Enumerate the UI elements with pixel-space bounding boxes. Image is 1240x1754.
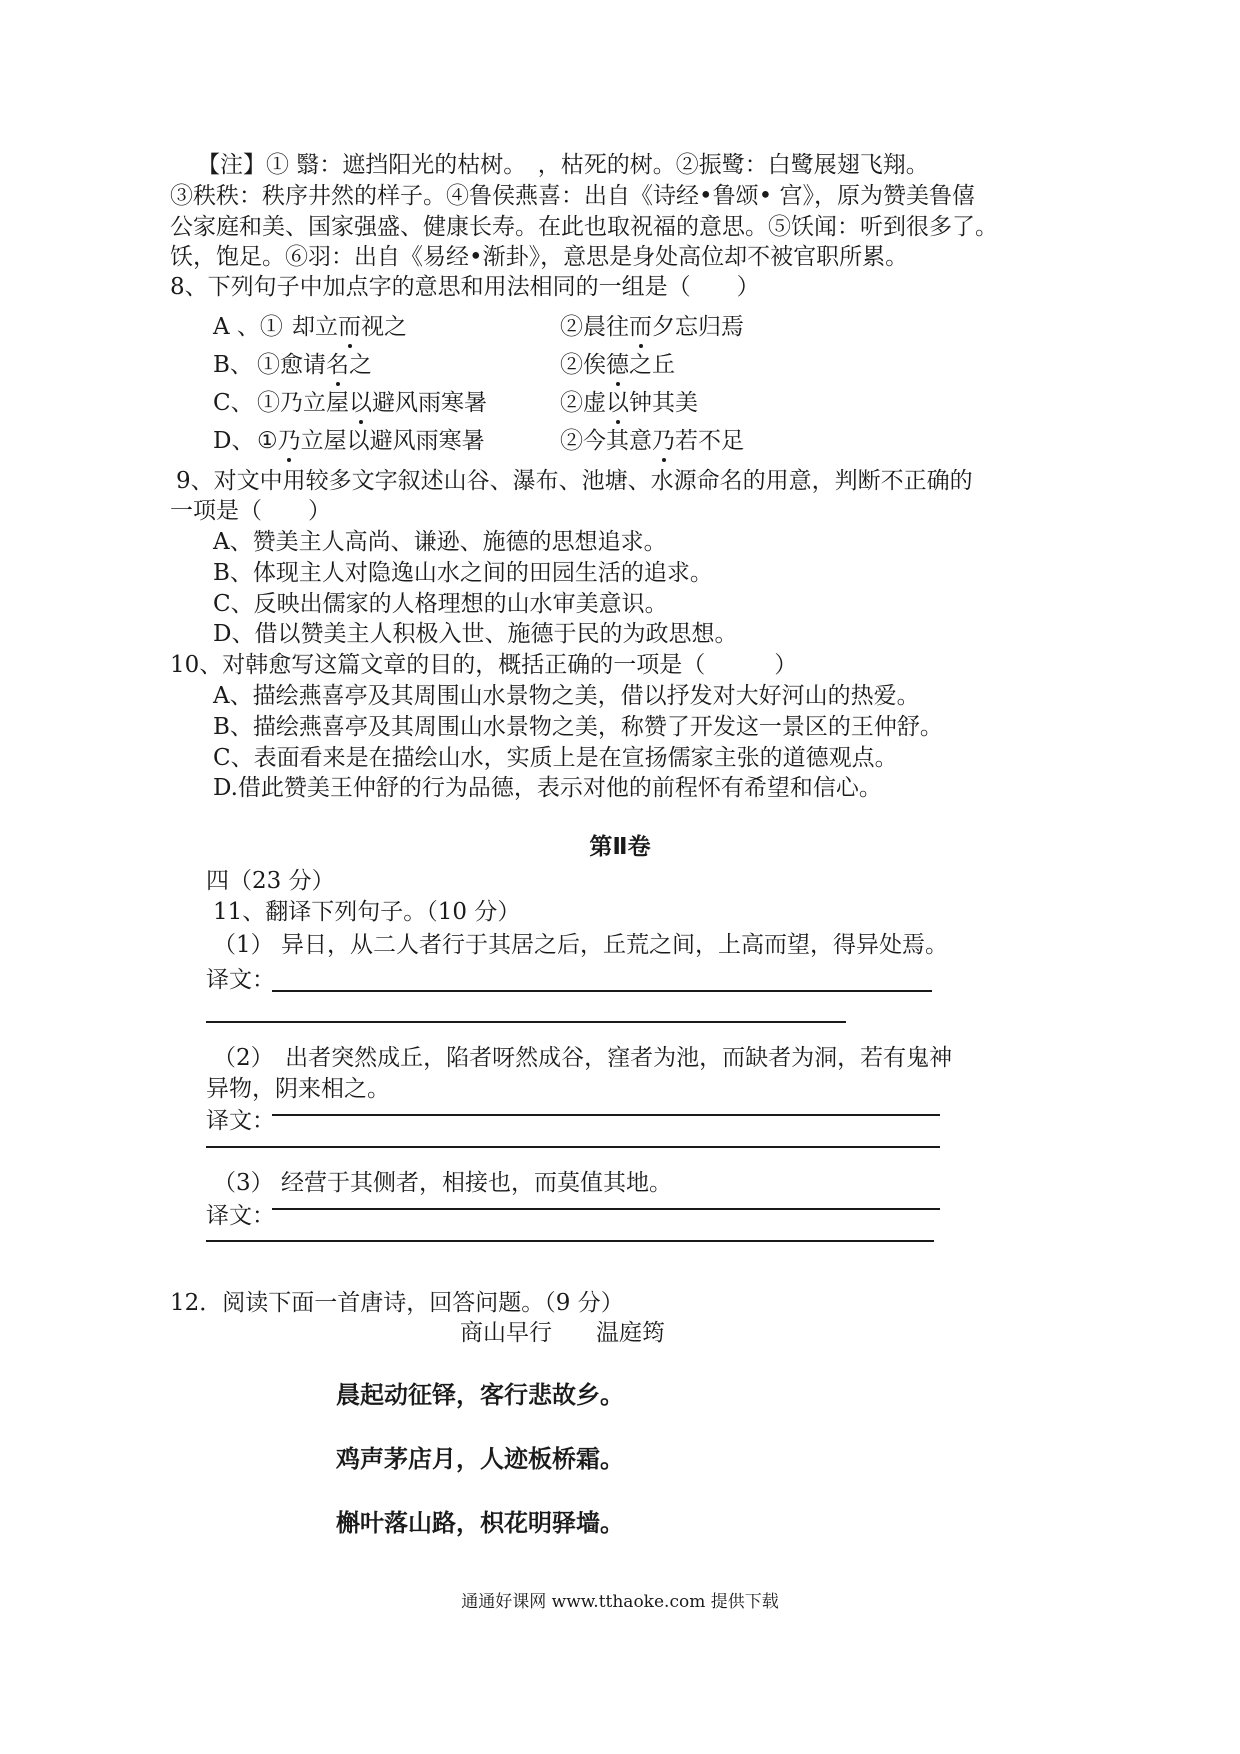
translation-label: 译文： — [206, 1203, 275, 1229]
answer-line[interactable] — [272, 1208, 940, 1210]
q8-option-c-label: C、 — [213, 390, 254, 416]
q11-sentence-1: （1） 异日，从二人者行于其居之后，丘荒之间，上高而望，得异处焉。 — [213, 932, 948, 958]
q8-option-d-sentence-1: ①乃立屋以避风雨寒暑 — [257, 428, 485, 454]
emphasis-dot-char: 而 — [338, 314, 361, 340]
emphasis-dot-char: 以 — [349, 390, 372, 416]
q8-option-d-label: D、 — [213, 428, 255, 454]
q11-stem: 11、翻译下列句子。（10 分） — [213, 899, 521, 925]
q10-option-d: D.借此赞美王仲舒的行为品德，表示对他的前程怀有希望和信心。 — [213, 775, 882, 801]
poem-title: 商山早行 — [460, 1320, 552, 1346]
q8-option-b-sentence-2: ②俟德之丘 — [560, 352, 675, 378]
q8-option-a-label: A 、① — [213, 314, 283, 340]
q9-stem-line-2: 一项是（ ） — [170, 498, 331, 524]
translation-label: 译文： — [206, 967, 275, 993]
answer-line[interactable] — [206, 1021, 846, 1023]
poem-line-2: 鸡声茅店月，人迹板桥霜。 — [336, 1445, 624, 1473]
note-line-1: 【注】① 翳：遮挡阳光的枯树。 ，枯死的树。②振鹭：白鹭展翅飞翔。 — [197, 152, 929, 178]
answer-line[interactable] — [206, 1240, 934, 1242]
emphasis-dot-char: 德 — [606, 352, 629, 378]
note-line-3: 公家庭和美、国家强盛、健康长寿。在此也取祝福的意思。⑤饫闻：听到很多了。 — [170, 214, 998, 240]
q9-option-b: B、体现主人对隐逸山水之间的田园生活的追求。 — [213, 560, 713, 586]
emphasis-dot-char: 乃 — [277, 428, 301, 454]
poem-line-3: 槲叶落山路，枳花明驿墙。 — [336, 1509, 624, 1537]
q9-option-a: A、赞美主人高尚、谦逊、施德的思想追求。 — [213, 529, 667, 555]
q9-option-d: D、借以赞美主人积极入世、施德于民的为政思想。 — [213, 621, 738, 647]
q10-option-c: C、表面看来是在描绘山水，实质上是在宣扬儒家主张的道德观点。 — [213, 745, 898, 771]
section-heading: 四（23 分） — [206, 868, 335, 894]
part-title: 第Ⅱ卷 — [589, 834, 651, 860]
answer-line[interactable] — [272, 1114, 940, 1116]
q11-sentence-2-line-2: 异物，阴来相之。 — [206, 1076, 390, 1102]
note-line-4: 饫，饱足。⑥羽：出自《易经•渐卦》，意思是身处高位却不被官职所累。 — [170, 244, 909, 270]
answer-line[interactable] — [272, 990, 932, 992]
q8-option-b-sentence-1: ①愈请名之 — [257, 352, 372, 378]
q9-option-c: C、反映出儒家的人格理想的山水审美意识。 — [213, 591, 668, 617]
emphasis-dot-char: 名 — [326, 352, 349, 378]
q11-sentence-2-line-1: （2） 出者突然成丘，陷者呀然成谷，窪者为池，而缺者为洞，若有鬼神 — [213, 1045, 953, 1071]
q8-option-a-sentence-2: ②晨往而夕忘归焉 — [560, 314, 744, 340]
note-line-2: ③秩秩：秩序井然的样子。④鲁侯燕喜：出自《诗经•鲁颂• 宫》，原为赞美鲁僖 — [170, 183, 975, 209]
q10-option-b: B、描绘燕喜亭及其周围山水景物之美，称赞了开发这一景区的王仲舒。 — [213, 714, 943, 740]
q10-stem: 10、对韩愈写这篇文章的目的，概括正确的一项是（ ） — [170, 652, 798, 678]
q10-option-a: A、描绘燕喜亭及其周围山水景物之美，借以抒发对大好河山的热爱。 — [213, 683, 920, 709]
q8-stem: 8、下列句子中加点字的意思和用法相同的一组是（ ） — [170, 274, 760, 300]
q8-option-c-sentence-1: ①乃立屋以避风雨寒暑 — [257, 390, 487, 416]
q8-option-b-label: B、 — [213, 352, 253, 378]
answer-line[interactable] — [206, 1146, 940, 1148]
emphasis-dot-char: 以 — [606, 390, 629, 416]
q8-option-d-sentence-2: ②今其意乃若不足 — [560, 428, 744, 454]
page-footer: 通通好课网 www.tthaoke.com 提供下载 — [461, 1592, 779, 1612]
poem-author: 温庭筠 — [596, 1320, 665, 1346]
q8-option-a-sentence-1: 却立而视之 — [292, 314, 407, 340]
emphasis-dot-char: 而 — [629, 314, 652, 340]
emphasis-dot-char: 乃 — [652, 428, 675, 454]
q8-option-c-sentence-2: ②虚以钟其美 — [560, 390, 698, 416]
q12-stem: 12．阅读下面一首唐诗，回答问题。（9 分） — [170, 1290, 624, 1316]
q11-sentence-3: （3） 经营于其侧者，相接也，而莫值其地。 — [213, 1170, 672, 1196]
poem-line-1: 晨起动征铎，客行悲故乡。 — [336, 1381, 624, 1409]
q9-stem-line-1: 9、对文中用较多文字叙述山谷、瀑布、池塘、水源命名的用意，判断不正确的 — [176, 468, 973, 494]
translation-label: 译文： — [206, 1108, 275, 1134]
